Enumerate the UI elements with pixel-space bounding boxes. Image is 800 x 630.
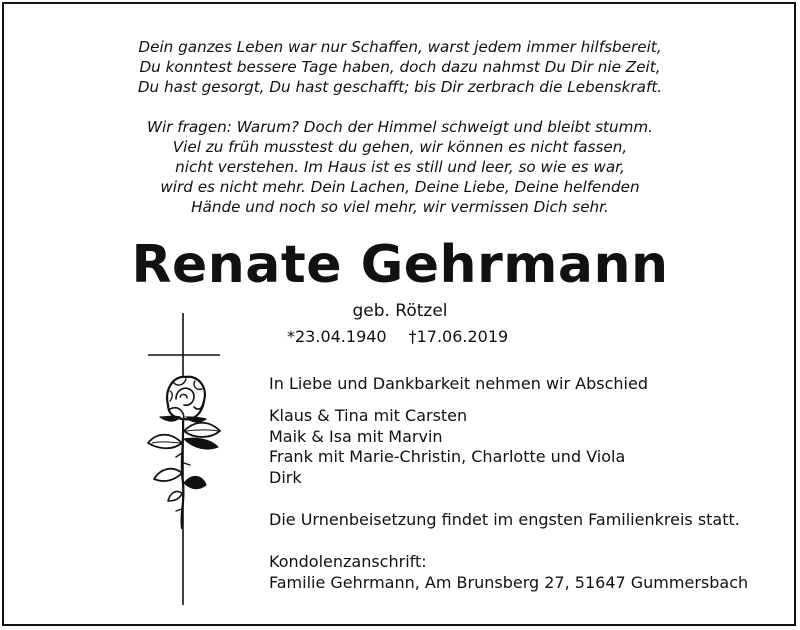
poem-stanza-2 bbox=[0, 117, 800, 217]
deceased-name: Renate Gehrmann bbox=[131, 235, 669, 295]
condolence-address bbox=[269, 552, 748, 593]
poem-line: nicht verstehen. Im Haus ist es still und leer, so wie es war, bbox=[175, 158, 625, 176]
list-item: Klaus & Tina mit Carsten bbox=[269, 406, 468, 425]
life-dates bbox=[287, 326, 508, 348]
birth-date: *23.04.1940 bbox=[287, 327, 387, 346]
poem-line: Du konntest bessere Tage haben, doch dazu nahmst Du Dir nie Zeit, bbox=[139, 58, 661, 76]
condolence-label: Kondolenzanschrift: bbox=[269, 552, 427, 571]
list-item: Dirk bbox=[269, 467, 302, 487]
list-item: Frank mit Marie-Christin, Charlotte und Viola bbox=[269, 447, 626, 466]
poem-line: wird es nicht mehr. Dein Lachen, Deine Liebe, Deine helfenden bbox=[160, 178, 640, 196]
list-item: Maik & Isa mit Marvin bbox=[269, 426, 443, 446]
poem-line: Wir fragen: Warum? Doch der Himmel schweigt und bleibt stumm. bbox=[146, 118, 654, 136]
rose-icon bbox=[148, 377, 220, 528]
mourners-list bbox=[269, 406, 625, 488]
cross-rose-emblem bbox=[140, 313, 230, 617]
poem-line: Du hast gesorgt, Du hast geschafft; bis Dir zerbrach die Lebenskraft. bbox=[137, 78, 663, 96]
farewell-line: In Liebe und Dankbarkeit nehmen wir Abschied bbox=[269, 374, 648, 393]
death-date: †17.06.2019 bbox=[408, 327, 509, 346]
poem-line: Dein ganzes Leben war nur Schaffen, warst jedem immer hilfsbereit, bbox=[138, 38, 662, 56]
cross-icon bbox=[148, 313, 220, 605]
condolence-address-line: Familie Gehrmann, Am Brunsberg 27, 51647 Gummersbach bbox=[269, 572, 749, 592]
poem-line: Viel zu früh musstest du gehen, wir können es nicht fassen, bbox=[172, 138, 628, 156]
funeral-note: Die Urnenbeisetzung findet im engsten Familienkreis statt. bbox=[269, 510, 740, 529]
poem-line: Hände und noch so viel mehr, wir vermissen Dich sehr. bbox=[191, 198, 609, 216]
birth-name: geb. Rötzel bbox=[352, 301, 448, 321]
poem-stanza-1 bbox=[0, 37, 800, 97]
